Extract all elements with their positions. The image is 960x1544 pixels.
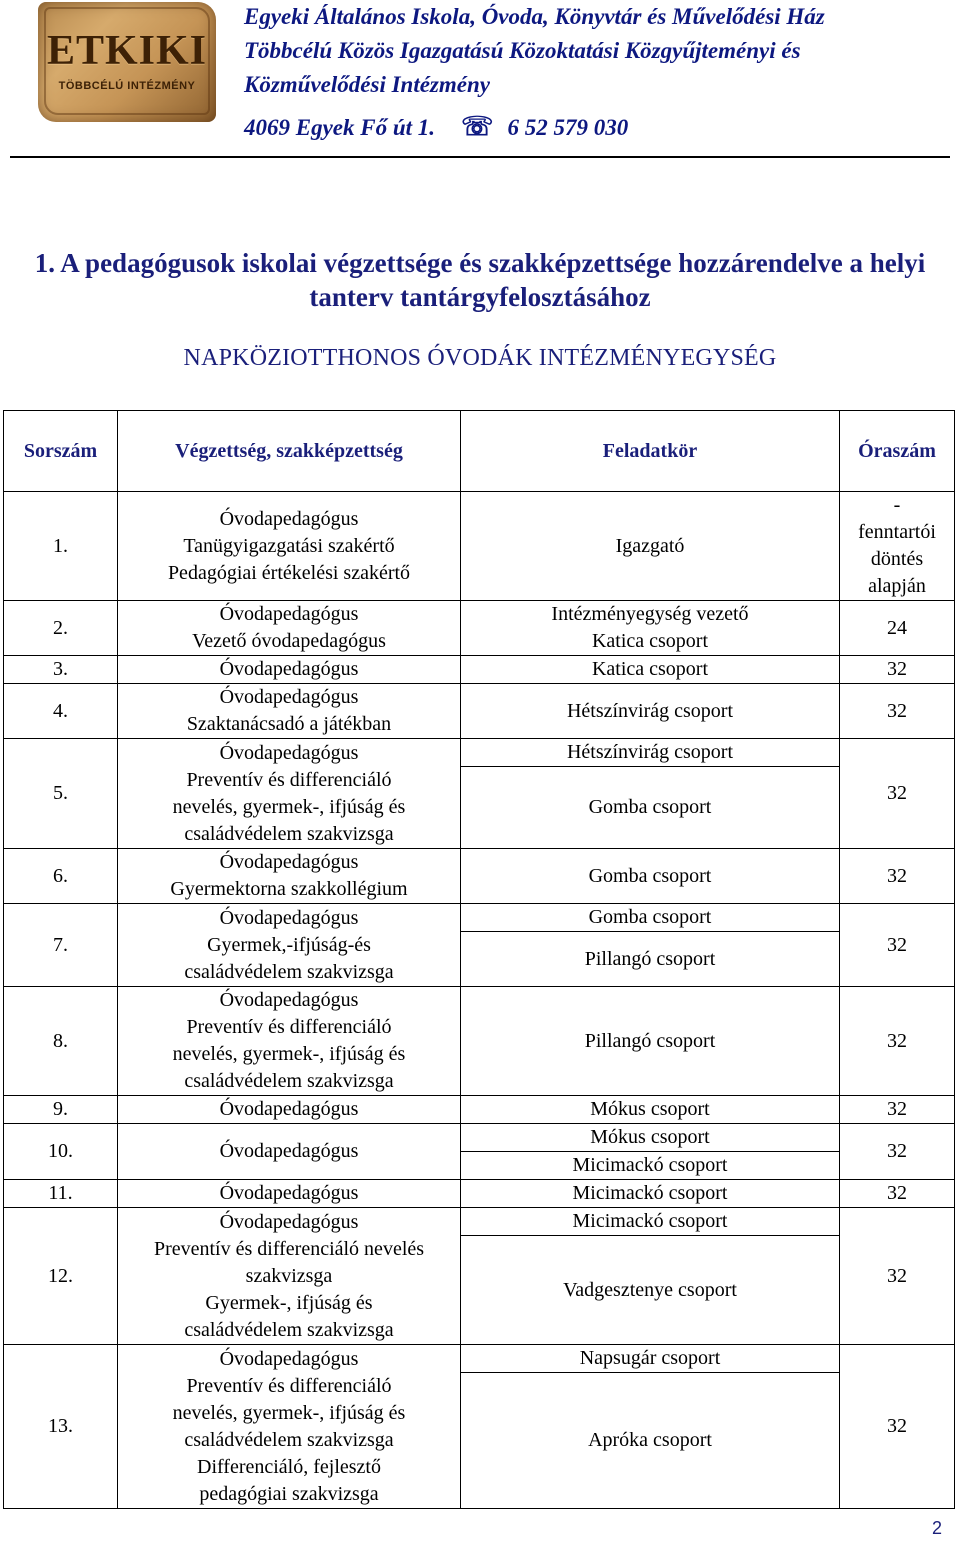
task-cell: Gomba csoport bbox=[461, 849, 840, 904]
organization-name-line-2: Többcélú Közös Igazgatású Közoktatási Közgyűjteményi és bbox=[244, 38, 801, 63]
table-row bbox=[4, 492, 955, 601]
row-number: 11. bbox=[4, 1180, 118, 1208]
hours-cell bbox=[840, 849, 955, 904]
table-row bbox=[4, 739, 955, 767]
cell-line: 32 bbox=[887, 1140, 907, 1162]
cell-line: családvédelem szakvizsga bbox=[184, 960, 394, 983]
cell-line: Differenciáló, fejlesztő bbox=[197, 1455, 381, 1478]
cell-line: Óvodapedagógus bbox=[219, 989, 359, 1011]
task-cell: Igazgató bbox=[461, 492, 840, 601]
cell-line: Preventív és differenciáló bbox=[186, 1016, 392, 1038]
cell-line: Óvodapedagógus bbox=[219, 1210, 359, 1233]
row-number: 12. bbox=[4, 1208, 118, 1345]
cell-line: 32 bbox=[887, 699, 907, 722]
row-number: 13. bbox=[4, 1345, 118, 1509]
hours-cell bbox=[840, 904, 955, 987]
qualification-cell bbox=[118, 656, 461, 684]
cell-line: Óvodapedagógus bbox=[219, 1098, 359, 1120]
task-cell: Gomba csoport bbox=[461, 904, 840, 932]
cell-line: Óvodapedagógus bbox=[219, 1182, 359, 1204]
cell-line: Tanügyigazgatási szakértő bbox=[183, 534, 395, 557]
cell-line: családvédelem szakvizsga bbox=[184, 1070, 394, 1092]
table-row bbox=[4, 1208, 955, 1236]
cell-line: családvédelem szakvizsga bbox=[184, 1428, 394, 1451]
table-row bbox=[4, 601, 955, 656]
hours-cell bbox=[840, 1208, 955, 1345]
row-number: 7. bbox=[4, 904, 118, 987]
row-number: 9. bbox=[4, 1096, 118, 1124]
row-number: 6. bbox=[4, 849, 118, 904]
logo-subtitle: TÖBBCÉLÚ INTÉZMÉNY bbox=[58, 80, 196, 92]
hours-cell bbox=[840, 492, 955, 601]
qualification-cell bbox=[118, 1096, 461, 1124]
cell-line: családvédelem szakvizsga bbox=[184, 1318, 394, 1341]
qualification-cell bbox=[118, 492, 461, 601]
task-cell: Vadgesztenye csoport bbox=[461, 1236, 840, 1345]
hours-cell bbox=[840, 656, 955, 684]
table-row bbox=[4, 1124, 955, 1152]
hours-cell bbox=[840, 601, 955, 656]
cell-line: 32 bbox=[887, 864, 907, 887]
cell-line: nevelés, gyermek-, ifjúság és bbox=[172, 1401, 406, 1424]
header-divider bbox=[10, 156, 950, 158]
row-number: 2. bbox=[4, 601, 118, 656]
address: 4069 Egyek Fő út 1. bbox=[244, 115, 436, 140]
staff-table bbox=[3, 410, 955, 1509]
table-row bbox=[4, 684, 955, 739]
qualification-cell bbox=[118, 1180, 461, 1208]
cell-line: 32 bbox=[887, 658, 907, 680]
task-cell: Pillangó csoport bbox=[461, 987, 840, 1096]
cell-line: Óvodapedagógus bbox=[219, 1347, 359, 1370]
cell-line: nevelés, gyermek-, ifjúság és bbox=[172, 1043, 406, 1065]
cell-line: 32 bbox=[887, 1029, 907, 1052]
cell-line: Óvodapedagógus bbox=[219, 741, 359, 764]
table-row bbox=[4, 849, 955, 904]
table-header-row bbox=[4, 411, 955, 492]
cell-line: Vezető óvodapedagógus bbox=[192, 630, 386, 652]
column-header-task: Feladatkör bbox=[461, 411, 840, 492]
cell-line: Gyermektorna szakkollégium bbox=[170, 878, 408, 900]
table-row bbox=[4, 904, 955, 932]
qualification-cell bbox=[118, 601, 461, 656]
cell-line: Óvodapedagógus bbox=[219, 851, 359, 873]
qualification-cell bbox=[118, 904, 461, 987]
table-row bbox=[4, 1180, 955, 1208]
task-cell: Mókus csoport bbox=[461, 1096, 840, 1124]
column-header-qualification: Végzettség, szakképzettség bbox=[118, 411, 461, 492]
document-subtitle: NAPKÖZIOTTHONOS ÓVODÁK INTÉZMÉNYEGYSÉG bbox=[183, 345, 777, 371]
task-cell: Pillangó csoport bbox=[461, 932, 840, 987]
hours-cell bbox=[840, 1124, 955, 1180]
task-cell: Napsugár csoport bbox=[461, 1345, 840, 1373]
cell-line: 32 bbox=[887, 1182, 907, 1204]
task-cell: Apróka csoport bbox=[461, 1373, 840, 1509]
cell-line: Óvodapedagógus bbox=[219, 603, 359, 625]
logo-title: ETKIKI bbox=[46, 28, 208, 74]
cell-line: Szaktanácsadó a játékban bbox=[186, 713, 392, 735]
cell-line: 32 bbox=[887, 933, 907, 956]
column-header-number: Sorszám bbox=[4, 411, 118, 492]
cell-line: 32 bbox=[887, 1415, 907, 1437]
cell-line: Óvodapedagógus bbox=[219, 906, 359, 929]
row-number: 8. bbox=[4, 987, 118, 1096]
task-cell: Micimackó csoport bbox=[461, 1208, 840, 1236]
hours-cell bbox=[840, 684, 955, 739]
letterhead bbox=[0, 0, 960, 162]
row-number: 1. bbox=[4, 492, 118, 601]
cell-line: Preventív és differenciáló bbox=[186, 1374, 392, 1397]
cell-line: 32 bbox=[887, 782, 907, 804]
cell-line: Óvodapedagógus bbox=[219, 658, 359, 680]
hours-cell bbox=[840, 987, 955, 1096]
table-row bbox=[4, 656, 955, 684]
table-body bbox=[4, 492, 955, 1509]
organization-name-line-3: Közművelődési Intézmény bbox=[244, 72, 490, 97]
page-number: 2 bbox=[931, 1518, 942, 1538]
task-cell: Gomba csoport bbox=[461, 767, 840, 849]
row-number: 5. bbox=[4, 739, 118, 849]
cell-line: nevelés, gyermek-, ifjúság és bbox=[172, 795, 406, 818]
row-number: 3. bbox=[4, 656, 118, 684]
column-header-hours: Óraszám bbox=[840, 411, 955, 492]
cell-line: döntés bbox=[870, 548, 924, 570]
cell-line: - bbox=[893, 494, 901, 516]
cell-line: Óvodapedagógus bbox=[219, 1140, 359, 1162]
institution-logo bbox=[38, 2, 216, 122]
phone-number: 6 52 579 030 bbox=[507, 115, 629, 140]
hours-cell bbox=[840, 739, 955, 849]
qualification-cell bbox=[118, 849, 461, 904]
table-row bbox=[4, 987, 955, 1096]
task-cell: Intézményegység vezető Katica csoport bbox=[461, 601, 840, 656]
cell-line: Gyermek-, ifjúság és bbox=[205, 1291, 373, 1314]
cell-line: pedagógiai szakvizsga bbox=[199, 1482, 379, 1505]
hours-cell bbox=[840, 1180, 955, 1208]
qualification-cell bbox=[118, 1345, 461, 1509]
qualification-cell bbox=[118, 684, 461, 739]
task-cell: Micimackó csoport bbox=[461, 1152, 840, 1180]
task-cell: Micimackó csoport bbox=[461, 1180, 840, 1208]
hours-cell bbox=[840, 1345, 955, 1509]
cell-line: alapján bbox=[868, 575, 926, 597]
cell-line: Óvodapedagógus bbox=[219, 686, 359, 708]
contact-line bbox=[244, 110, 954, 145]
hours-cell bbox=[840, 1096, 955, 1124]
cell-line: 32 bbox=[887, 1264, 907, 1287]
cell-line: szakvizsga bbox=[245, 1264, 333, 1287]
organization-name-line-1: Egyeki Általános Iskola, Óvoda, Könyvtár és Művelődési Ház bbox=[244, 4, 825, 29]
table-row bbox=[4, 1096, 955, 1124]
cell-line: családvédelem szakvizsga bbox=[184, 822, 394, 845]
document-title: 1. A pedagógusok iskolai végzettsége és szakképzettsége hozzárendelve a helyi tanterv tantárgyfelosztásához bbox=[34, 248, 926, 312]
cell-line: Preventív és differenciáló bbox=[186, 768, 392, 791]
task-cell: Hétszínvirág csoport bbox=[461, 739, 840, 767]
cell-line: 32 bbox=[887, 1098, 907, 1120]
cell-line: fenntartói bbox=[858, 521, 936, 543]
task-cell: Mókus csoport bbox=[461, 1124, 840, 1152]
cell-line: 24 bbox=[887, 616, 907, 639]
qualification-cell bbox=[118, 1124, 461, 1180]
phone-icon: ☏ bbox=[461, 112, 494, 141]
table-row bbox=[4, 1345, 955, 1373]
task-cell: Hétszínvirág csoport bbox=[461, 684, 840, 739]
cell-line: Pedagógiai értékelési szakértő bbox=[167, 561, 411, 584]
qualification-cell bbox=[118, 987, 461, 1096]
row-number: 4. bbox=[4, 684, 118, 739]
cell-line: Óvodapedagógus bbox=[219, 507, 359, 530]
organization-block bbox=[244, 0, 954, 145]
qualification-cell bbox=[118, 739, 461, 849]
task-cell: Katica csoport bbox=[461, 656, 840, 684]
cell-line: Preventív és differenciáló nevelés bbox=[153, 1237, 425, 1260]
qualification-cell bbox=[118, 1208, 461, 1345]
row-number: 10. bbox=[4, 1124, 118, 1180]
cell-line: Gyermek,-ifjúság-és bbox=[207, 933, 371, 956]
